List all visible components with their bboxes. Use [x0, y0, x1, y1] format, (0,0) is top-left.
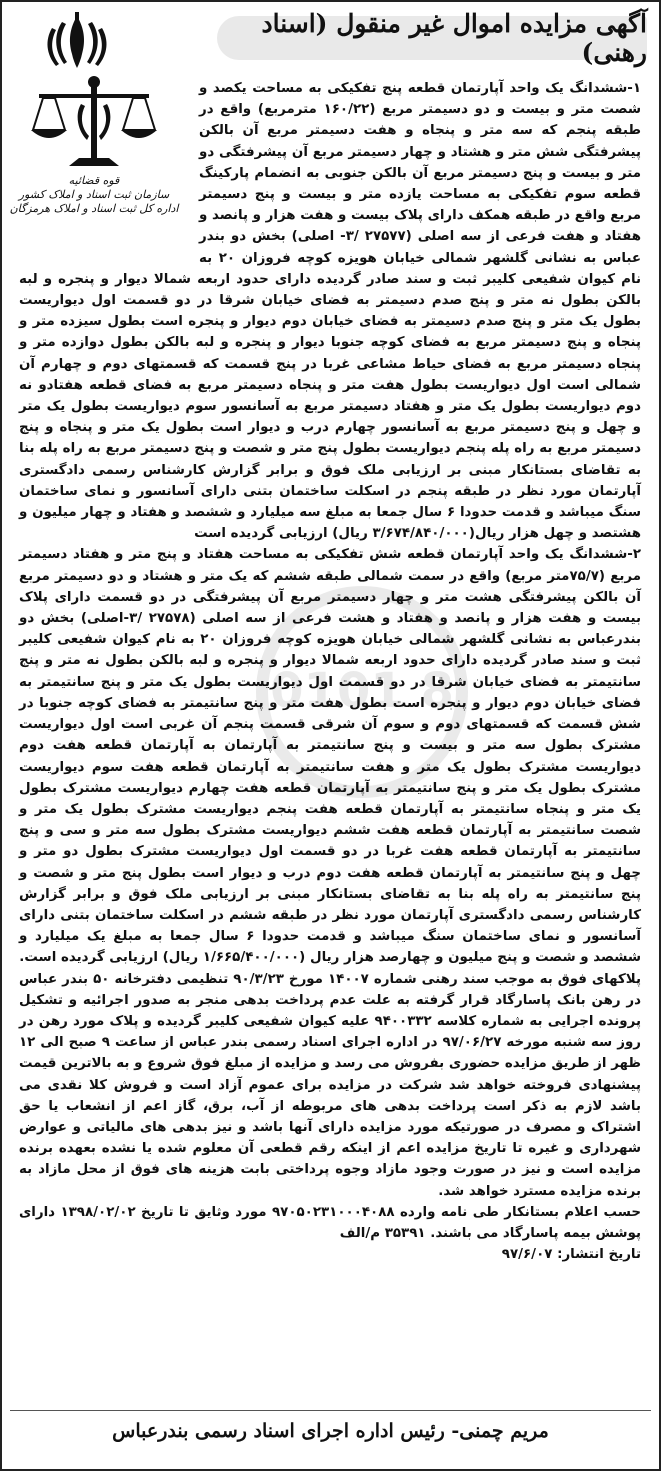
watermark-text: 0101 8 — [270, 663, 454, 719]
item-1-text: ۱-ششدانگ یک واحد آپارتمان قطعه پنج تفکیکی به مساحت یکصد و شصت متر و بیست و دو دسیمتر مربع (۱۶۰/۲۲ مترمربع) واقع در طبقه پنجم که سه متر و پنجاه و هفت دسیمتر مربع آن بالکن پیشرفتگی شش متر و هشتاد و چهار دسیمتر مربع آن پیشرفتگی دو متر و بیست و پنج دسیمتر مربع آن بالکن جنوبی به انضمام پارکینگ قطعه سوم تفکیکی به مساحت یازده متر و بیست و پنج دسیمتر مربع واقع در طبقه همکف دارای پلاک بیست و هفت هزار و پانصد و هفتاد و هفت فرعی از سه اصلی (۲۷۵۷۷ /۳- اصلی) بخش دو بندر عباس به نشانی گلشهر شمالی خیابان هویزه کوچه فروزان ۲۰ به نام کیوان شفیعی کلیبر ثبت و سند صادر گردیده دارای حدود اربعه شمالا دیوار و پنجره و لبه بالکن بطول نه متر و پنج صدم دسیمتر به فضای خیابان شرقا در دو قسمت اول دیواریست بطول یک متر و پنج صدم دسیمتر به فضای خیابان دوم دیوار و پنجره است بطول سیزده متر و پنجاه و پنج دسیمتر مربع به فضای کوچه جنوبا دیوار و پنجره و لبه بالکن بطول دوازده متر و پنجاه دسیمتر مربع به فضای حیاط مشاعی غربا در پنج قسمت که قسمتهای دوم و چهارم آن شمالی است اول دیواریست بطول هفت متر و پنجاه دسیمتر مربع به فضای قطعه هفتادو نه دوم دیواریست بطول یک متر و هفتاد دسیمتر مربع به آسانسور سوم دیواریست بطول یک متر و چهل و پنج دسیمتر مربع به آسانسور چهارم درب و دیوار است بطول یک متر و پنجاه و پنج دسیمتر مربع به راه پله پنجم دیواریست بطول پنج متر و شصت و پنج دسیمتر مربع به راه پله بنا به تقاضای بستانکار مبنی بر ارزیابی ملک فوق و برابر گزارش کارشناس رسمی دادگستری آپارتمان مورد نظر در طبقه پنجم در اسکلت ساختمان بتنی دارای آسانسور و نمای ساختمان سنگ میباشد و قدمت حدودا ۶ سال جمعا به مبلغ سه میلیارد و ششصد و هفتاد و چهار میلیون و هشتصد و چهل هزار ریال(۳/۶۷۴/۸۴۰/۰۰۰ ریال) ارزیابی گردیده است — [19, 81, 641, 542]
conditions-text: پلاکهای فوق به موجب سند رهنی شماره ۱۴۰۰۷ مورخ ۹۰/۳/۲۳ تنظیمی دفترخانه ۵۰ بندر عباس در رهن بانک پاسارگاد قرار گرفته به علت عدم پرداخت بدهی منجر به صدور اجرائیه و تشکیل پرونده اجرایی به شماره کلاسه ۹۴۰۰۳۳۲ علیه کیوان شفیعی کلیبر گردیده و پلاک مورد رهن در روز سه شنبه مورخه ۹۷/۰۶/۲۷ در اداره اجرای اسناد رسمی بندر عباس از ساعت ۹ صبح الی ۱۲ ظهر از طریق مزایده حضوری بفروش می رسد و مزایده از مبلغ فوق شروع و به بالاترین قیمت پیشنهادی فروخته خواهد شد شرکت در مزایده برای عموم آزاد است و فروش کلا نقدی می باشد لازم به ذکر است پرداخت بدهی های مربوطه از آب، برق، گاز اعم از انشعاب یا حق اشتراک و مصرف در صورتیکه مورد مزایده دارای آنها باشد و نیز بدهی های مالیاتی و عوارض شهرداری و غیره تا تاریخ مزایده اعم از اینکه رقم قطعی آن معلوم شده یا نشده بعهده برنده مزایده است و نیز در صورت وجود مازاد وجوه پرداختی بابت هزینه های فوق از محل مازاد به برنده مزایده مسترد خواهد شد. — [19, 971, 641, 1199]
seal-spacer — [19, 78, 199, 248]
publication-date: تاریخ انتشار: ۹۷/۶/۰۷ — [501, 1247, 641, 1263]
title-banner — [217, 9, 647, 67]
footer-divider — [10, 1410, 651, 1411]
iran-emblem-icon — [32, 10, 122, 72]
item-2-text: ۲-ششدانگ یک واحد آپارتمان قطعه شش تفکیکی به مساحت هفتاد و پنج متر و هفتاد دسیمتر مربع (۷۵/۷متر مربع) واقع در سمت شمالی طبقه ششم که یک متر و هشتاد و دو دسیمتر مربع آن بالکن پیشرفتگی هشت متر و چهار دسیمتر مربع آن پیشرفتگی در دو قسمت دارای پلاک بیست و هفت هزار و پانصد و هفتاد و هشت فرعی از سه اصلی (۲۷۵۷۸ /۳-اصلی) بخش دو بندرعباس به نشانی گلشهر شمالی خیابان هویزه کوچه فروزان ۲۰ به نام کیوان شفیعی کلیبر ثبت و سند صادر گردیده دارای حدود اربعه شمالا دیوار و پنجره و لبه بالکن بطول نه متر و پنج سانتیمتر به فضای خیابان شرقا در دو قسمت اول دیواریست بطول یک متر و پنج سانتیمتر به فضای خیابان دوم دیوار و پنجره است بطول هفت متر و پنج سانتیمتر به فضای کوچه جنوبا در شش قسمت که قسمتهای دوم و سوم آن شرقی قسمت پنجم آن غربی است اول دیواریست مشترک بطول سه متر و بیست و پنج سانتیمتر به آپارتمان به آپارتمان قطعه هفت دوم دیواریست مشترک بطول یک متر و هفت سانتیمتر به آپارتمان قطعه هفت سوم دیواریست مشترک بطول یک متر و پنج سانتیمتر به آپارتمان قطعه هفت چهارم دیواریست مشترک بطول یک متر و پنجاه سانتیمتر به آپارتمان قطعه هفت پنجم دیواریست مشترک بطول یک متر و شصت سانتیمتر به آپارتمان قطعه هفت ششم دیواریست مشترک بطول سه متر و سی و پنج سانتیمتر به آپارتمان قطعه هفت غربا در دو قسمت اول دیواریست مشترک بطول دو متر و چهل و پنج سانتیمتر به آپارتمان قطعه هفت دوم درب و دیوار است بطول پنج متر و شصت و پنج سانتیمتر به راه پله بنا به تقاضای بستانکار مبنی بر ارزیابی ملک فوق و برابر گزارش کارشناس رسمی دادگستری آپارتمان مورد نظر در طبقه ششم در اسکلت ساختمان بتنی دارای آسانسور و نمای ساختمان سنگ میباشد و قدمت حدودا ۶ سال جمعا به مبلغ یک میلیارد و ششصد و شصت و پنج میلیون و چهارصد هزار ریال (۱/۶۶۵/۴۰۰/۰۰۰ ریال) ارزیابی گردیده است. — [19, 547, 642, 966]
seal-line-judiciary: قوه قضائیه — [68, 174, 120, 187]
notice-body — [19, 78, 641, 1265]
page-title: آگهی مزایده اموال غیر منقول (اسناد رهنی) — [261, 9, 647, 67]
insurance-text: حسب اعلام بستانکار طی نامه وارده ۹۷۰۵۰۲۳۱۰۰۰۴۰۸۸ مورد وثایق تا تاریخ ۱۳۹۸/۰۲/۰۲ دارای پوشش بیمه پاسارگاد می باشند. ۳۵۳۹۱ م/الف — [19, 1204, 641, 1241]
seal-line-organization: سازمان ثبت اسناد و املاک کشور — [18, 188, 170, 201]
signature: مریم چمنی- رئیس اداره اجرای اسناد رسمی بندرعباس — [112, 1420, 549, 1442]
seal-line-department: اداره کل ثبت اسناد و املاک هرمزگان — [9, 202, 179, 215]
header — [2, 2, 659, 77]
